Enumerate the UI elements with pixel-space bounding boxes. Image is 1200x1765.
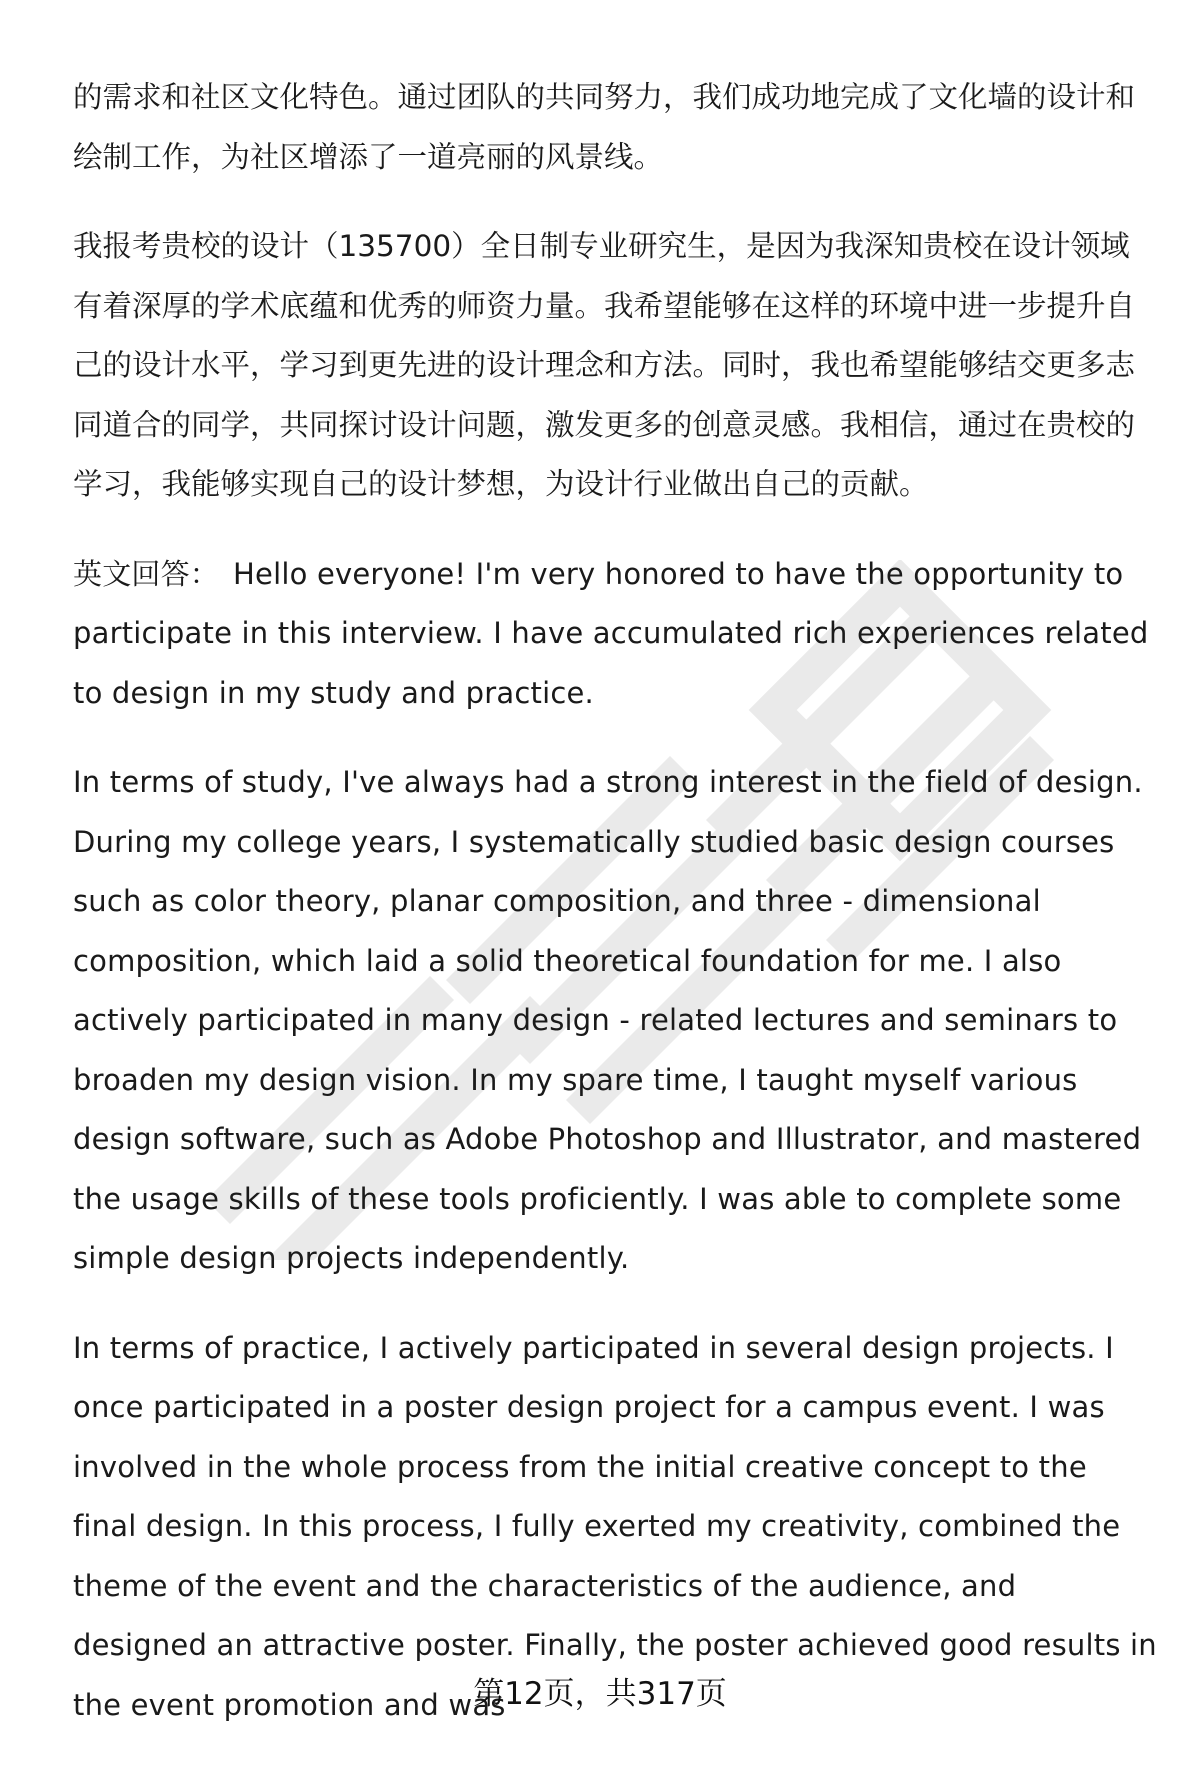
document-body: [73, 68, 1159, 1765]
paragraph-text: 的需求和社区文化特色。通过团队的共同努力，我们成功地完成了文化墙的设计和绘制工作，为社区增添了一道亮丽的风景线。: [73, 80, 1136, 174]
paragraph-text: 我报考贵校的设计（135700）全日制专业研究生，是因为我深知贵校在设计领域有着深厚的学术底蕴和优秀的师资力量。我希望能够在这样的环境中进一步提升自己的设计水平，学习到更先进的设计理念和方法。同时，我也希望能够结交更多志同道合的同学，共同探讨设计问题，激发更多的创意灵感。我相信，通过在贵校的学习，我能够实现自己的设计梦想，为设计行业做出自己的贡献。: [73, 229, 1136, 501]
paragraph-english-intro: [73, 545, 1159, 724]
english-answer-label: 英文回答：: [73, 556, 220, 591]
page-number-footer: 第12页，共317页: [473, 1676, 727, 1712]
paragraph-text: In terms of study, I've always had a strong interest in the field of design. During my college years, I systematically studied basic design courses such as color theory, planar composition, and three - dimensional composition, which laid a solid theoretical foundation for me. I also actively participated in many design - related lectures and seminars to broaden my design vision. In my spare time, I taught myself various design software, such as Adobe Photoshop and Illustrator, and mastered the usage skills of these tools proficiently. I was able to complete some simple design projects independently.: [73, 765, 1143, 1275]
paragraph-study: [73, 753, 1159, 1289]
paragraph-text: In terms of practice, I actively participated in several design projects. I once participated in a poster design project for a campus event. I was involved in the whole process from the initial creative concept to the final design. In this process, I fully exerted my creativity, combined the theme of the event and the characteristics of the audience, and designed an attractive poster. Finally, the poster achieved good results in the event promotion and was: [73, 1330, 1157, 1722]
paragraph-text: Hello everyone! I'm very honored to have the opportunity to participate in this interview. I have accumulated rich experiences related to design in my study and practice.: [73, 556, 1149, 710]
paragraph-community-wall: [73, 68, 1159, 187]
paragraph-application-reason: [73, 217, 1159, 515]
